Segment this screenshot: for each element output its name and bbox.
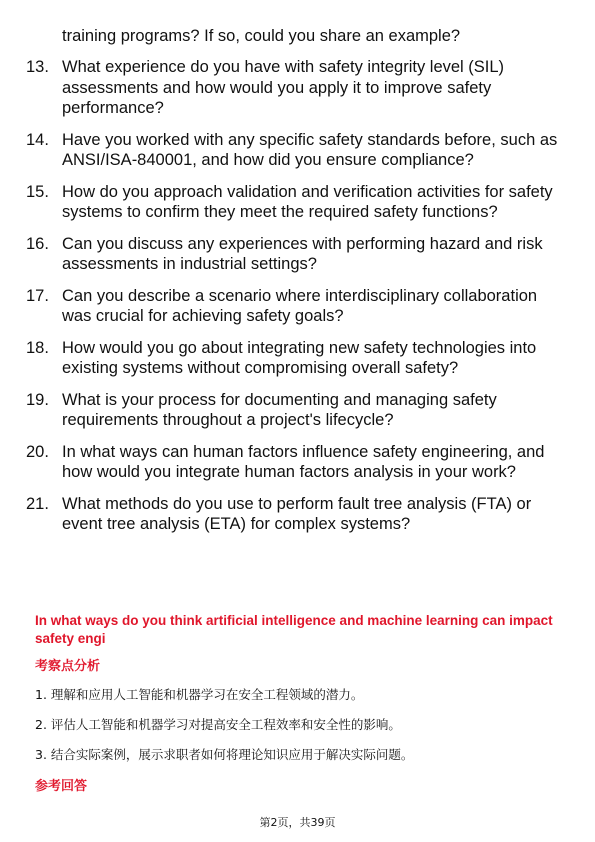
question-number: 18. (26, 338, 49, 357)
question-text: How would you go about integrating new safety technologies into existing systems without compromising overall safety? (62, 338, 537, 377)
question-text: What experience do you have with safety integrity level (SIL) assessments and how would you apply it to improve safety performance? (62, 58, 505, 117)
question-text: In what ways can human factors influence safety engineering, and how would you integrate human factors analysis in your work? (62, 442, 545, 481)
answer-label: 参考回答 (35, 779, 88, 794)
analysis-label: 考察点分析 (35, 659, 101, 674)
question-number: 20. (26, 442, 49, 461)
analysis-points (35, 687, 565, 777)
section-heading: In what ways do you think artificial intelligence and machine learning can impact safety engi (35, 613, 553, 646)
page-number-footer: 第2页，共39页 (259, 816, 336, 829)
question-item (0, 130, 595, 171)
question-text: Have you worked with any specific safety standards before, such as ANSI/ISA-840001, and how did you ensure compliance? (62, 130, 558, 169)
question-number: 17. (26, 286, 49, 305)
question-number: 15. (26, 182, 49, 201)
question-number: 16. (26, 234, 49, 253)
question-text: Can you describe a scenario where interdisciplinary collaboration was crucial for achieving safety goals? (62, 286, 538, 325)
question-item (0, 390, 595, 431)
question-text: What is your process for documenting and managing safety requirements throughout a project's lifecycle? (62, 390, 497, 429)
question-number: 13. (26, 58, 49, 76)
question-number: 21. (26, 494, 49, 513)
question-list (0, 57, 595, 546)
question-item (0, 442, 595, 483)
analysis-point: 1. 理解和应用人工智能和机器学习在安全工程领域的潜力。 (35, 687, 364, 702)
question-item (0, 57, 595, 119)
question-number: 14. (26, 130, 49, 149)
question-number: 19. (26, 390, 49, 409)
question-item (0, 234, 595, 275)
question-item (0, 182, 595, 223)
question-item (0, 338, 595, 379)
question-continuation: training programs? If so, could you share an example? (62, 27, 461, 45)
analysis-point: 3. 结合实际案例，展示求职者如何将理论知识应用于解决实际问题。 (35, 747, 414, 762)
analysis-point: 2. 评估人工智能和机器学习对提高安全工程效率和安全性的影响。 (35, 717, 401, 732)
question-text: Can you discuss any experiences with performing hazard and risk assessments in industrial settings? (62, 234, 543, 273)
question-text: What methods do you use to perform fault tree analysis (FTA) or event tree analysis (ETA) for complex systems? (62, 494, 532, 533)
question-item (0, 494, 595, 535)
question-text: How do you approach validation and verification activities for safety systems to confirm they meet the required safety functions? (62, 182, 553, 221)
question-item (0, 286, 595, 327)
